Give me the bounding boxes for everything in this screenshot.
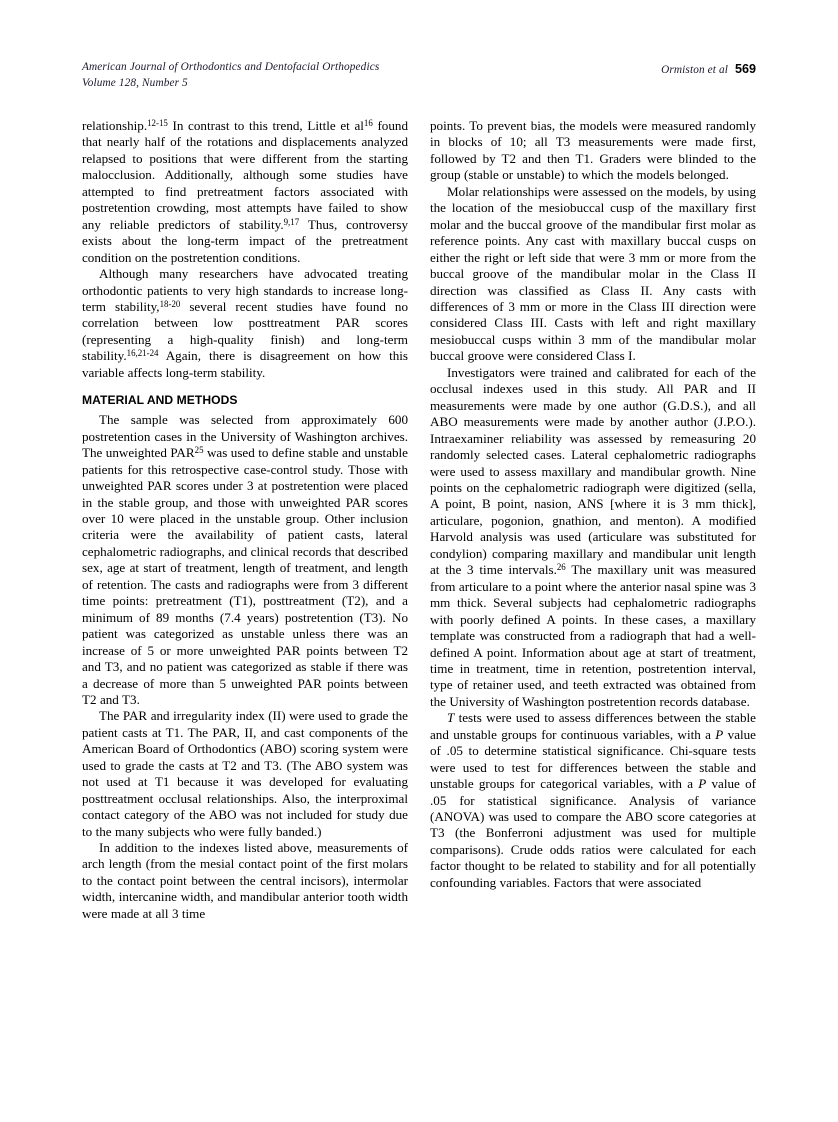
paragraph-continued [82, 118, 408, 266]
para-text: The sample was selected from approximately 600 postretention cases in the University of Washington archives. The unweighted PAR [82, 412, 408, 461]
para-text: was used to define stable and unstable patients for this retrospective case-control study. Those with unweighted PAR scores under 3 at postretention were placed in the stable group, and those with unweighted PAR scores over 10 were placed in the unstable group. Other inclusion criteria were the availability of patient casts, lateral cephalometric radiographs, and clinical records that described sex, age at start of treatment, length of treatment, and length of retention. The casts and radiographs were from 3 different time points: pretreatment (T1), posttreatment (T2), and a minimum of 89 months (7.4 years) postretention (T3). No patient was categorized as unstable unless there was an increase of 5 or more unweighted PAR points between T2 and T3, and no patient was categorized as stable if there was a decrease of more than 5 unweighted PAR points between T2 and T3. [82, 445, 408, 707]
paragraph [82, 266, 408, 381]
journal-volume-issue: Volume 128, Number 5 [82, 76, 188, 89]
para-text: found that nearly half of the rotations and displacements analyzed relapsed to positions that were different from the starting malocclusion. Additionally, although some studies have attempted to find pretreatment factors associated with postretention crowding, most attempts have failed to show any reliable predictors of stability. [82, 118, 408, 232]
page-number: 569 [734, 62, 756, 76]
paragraph [82, 412, 408, 708]
section-heading-material-and-methods: MATERIAL AND METHODS [82, 393, 238, 408]
citation-ref: 9,17 [283, 216, 300, 227]
citation-ref: 26 [556, 562, 566, 573]
citation-ref: 18-20 [159, 298, 181, 309]
para-text: In contrast to this trend, Little et al [167, 118, 364, 133]
para-text: Investigators were trained and calibrated for each of the occlusal indexes used in this study. All PAR and II measurements were made by one author (G.D.S.), and all ABO measurements were made by another author (J.P.O.). Intraexaminer reliability was assessed by remeasuring 20 randomly selected cases. Lateral cephalometric radiographs were used to assess maxillary and mandibular growth. Nine points on the cephalometric radiograph were digitized (sella, A point, B point, nasion, ANS [where it is 3 mm thick], articulare, pogonion, gnathion, and menton). A modified Harvold analysis was used (articulare was substituted for condylion) comparing maxillary and mandibular unit length at the 3 time intervals. [430, 364, 756, 578]
citation-ref: 16,21-24 [126, 348, 159, 359]
running-head [82, 60, 756, 96]
statistic-symbol-t: T [447, 710, 455, 726]
paragraph-continued: points. To prevent bias, the models were measured randomly in blocks of 10; all T3 measurements were made first, followed by T2 and then T1. Graders were blinded to the group (stable or unstable) to which the models belonged. [430, 118, 756, 183]
para-text: The maxillary unit was measured from articulare to a point where the anterior nasal spine was 3 mm thick. Several subjects had cephalometric radiographs with poorly defined A points. In these cases, a maxillary template was constructed from a radiograph that had a well-defined A point. Information about age at start of treatment, time in treatment, time in retention, postretention interval, type of retainer used, and teeth extracted was obtained from the University of Washington postretention records database. [430, 562, 756, 709]
journal-title: American Journal of Orthodontics and Dentofacial Orthopedics [82, 61, 380, 73]
para-text: several recent studies have found no correlation between low posttreatment PAR scores (representing a high-quality finish) and long-term stability. [82, 298, 408, 364]
statistic-symbol-p: P [698, 776, 707, 792]
para-text: tests were used to assess differences between the stable and unstable groups for continuous variables, with a [430, 710, 756, 742]
citation-ref: 16 [363, 118, 373, 128]
para-text: value of .05 for statistical significance. Analysis of variance (ANOVA) was used to compare the ABO score categories at T3 (the Bonferroni adjustment was used for multiple comparisons). Crude odds ratios were calculated for each factor thought to be related to stability and for all potentially confounding variables. Factors that were associated [430, 776, 756, 890]
running-head-right [661, 60, 756, 78]
citation-ref: 12-15 [147, 118, 168, 128]
paragraph: In addition to the indexes listed above, measurements of arch length (from the mesial contact point of the first molars to the contact point between the central incisors), intermolar width, intercanine width, and mandibular anterior tooth width were made at all 3 time [82, 840, 408, 921]
para-text: relationship. [82, 118, 148, 133]
para-text: Although many researchers have advocated treating orthodontic patients to very high standards to increase long-term stability, [82, 266, 408, 314]
para-text: Thus, controversy exists about the long-term impact of the pretreatment condition on the postretention conditions. [82, 216, 408, 265]
paragraph: Molar relationships were assessed on the models, by using the location of the mesiobuccal cusp of the maxillary first molar and the buccal groove of the mandibular first molar as reference points. Any cast with maxillary buccal cusps on either the right or left side that were 3 mm or more from the buccal groove of the mandibular molar in the Class II direction was classified as Class II. Any casts with differences of 3 mm or more in the Class III direction were considered Class III. Casts with left and right maxillary mesiobuccal cusps within 3 mm of the mandibular molar buccal groove were considered Class I. [430, 183, 756, 364]
article-author-running: Ormiston et al [661, 64, 728, 76]
para-text: Again, there is disagreement on how this variable affects long-term stability. [82, 348, 408, 380]
column-left [82, 118, 408, 1068]
column-right [430, 118, 756, 1068]
paragraph [430, 710, 756, 891]
statistic-symbol-p: P [715, 726, 724, 742]
journal-title-block [82, 60, 379, 91]
para-text: value of .05 to determine statistical significance. Chi-square tests were used to test for differences between the stable and unstable groups for categorical variables, with a [430, 726, 756, 792]
citation-ref: 25 [194, 445, 204, 456]
paragraph [430, 365, 756, 711]
paragraph: The PAR and irregularity index (II) were used to grade the patient casts at T1. The PAR, II, and cast components of the American Board of Orthodontics (ABO) scoring system were used to grade the casts at T2 and T3. (The ABO system was not used at T1 because it was developed for evaluating posttreatment occlusal relationships. Also, the interproximal contact category of the ABO was not included for study due to the many subjects who were fully banded.) [82, 708, 408, 839]
body-columns [82, 118, 756, 1068]
